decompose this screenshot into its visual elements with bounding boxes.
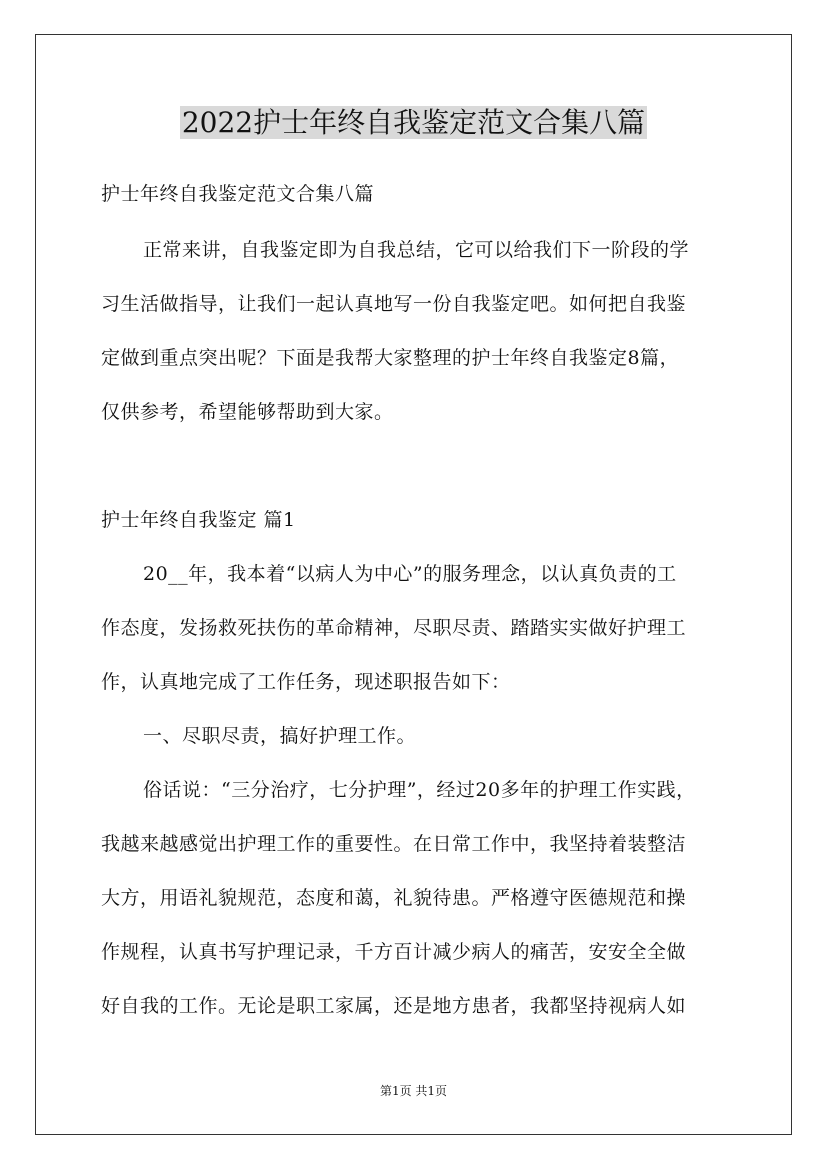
section-para1-line-1: 20__年，我本着“以病人为中心”的服务理念，以认真负责的工: [143, 563, 677, 585]
section-para2-line-2: 我越来越感觉出护理工作的重要性。在日常工作中，我坚持着装整洁: [101, 833, 687, 855]
section-para2-line-5: 好自我的工作。无论是职工家属，还是地方患者，我都坚持视病人如: [101, 995, 687, 1017]
document-title: [0, 103, 827, 143]
intro-line-3: 定做到重点突出呢？下面是我帮大家整理的护士年终自我鉴定8篇，: [101, 347, 680, 369]
intro-line-2: 习生活做指导，让我们一起认真地写一份自我鉴定吧。如何把自我鉴: [101, 293, 687, 315]
section-para2-line-4: 作规程，认真书写护理记录，千方百计减少病人的痛苦，安安全全做: [101, 941, 687, 963]
subheading: 一、尽职尽责，搞好护理工作。: [143, 725, 417, 747]
intro-line-1: 正常来讲，自我鉴定即为自我总结，它可以给我们下一阶段的学: [143, 239, 690, 261]
section-para2-line-3: 大方，用语礼貌规范，态度和蔼，礼貌待患。严格遵守医德规范和操: [101, 887, 687, 909]
intro-line-4: 仅供参考，希望能够帮助到大家。: [101, 401, 394, 423]
document-subtitle: 护士年终自我鉴定范文合集八篇: [101, 183, 375, 205]
page-footer: 第1页 共1页: [379, 1084, 448, 1098]
section-heading: 护士年终自我鉴定 篇1: [101, 509, 296, 531]
document-title-text: 2022护士年终自我鉴定范文合集八篇: [181, 106, 646, 139]
section-para1-line-3: 作，认真地完成了工作任务，现述职报告如下：: [101, 671, 511, 693]
section-para2-line-1: 俗话说：“三分治疗，七分护理”，经过20多年的护理工作实践，: [143, 779, 696, 801]
section-para1-line-2: 作态度，发扬救死扶伤的革命精神，尽职尽责、踏踏实实做好护理工: [101, 617, 687, 639]
